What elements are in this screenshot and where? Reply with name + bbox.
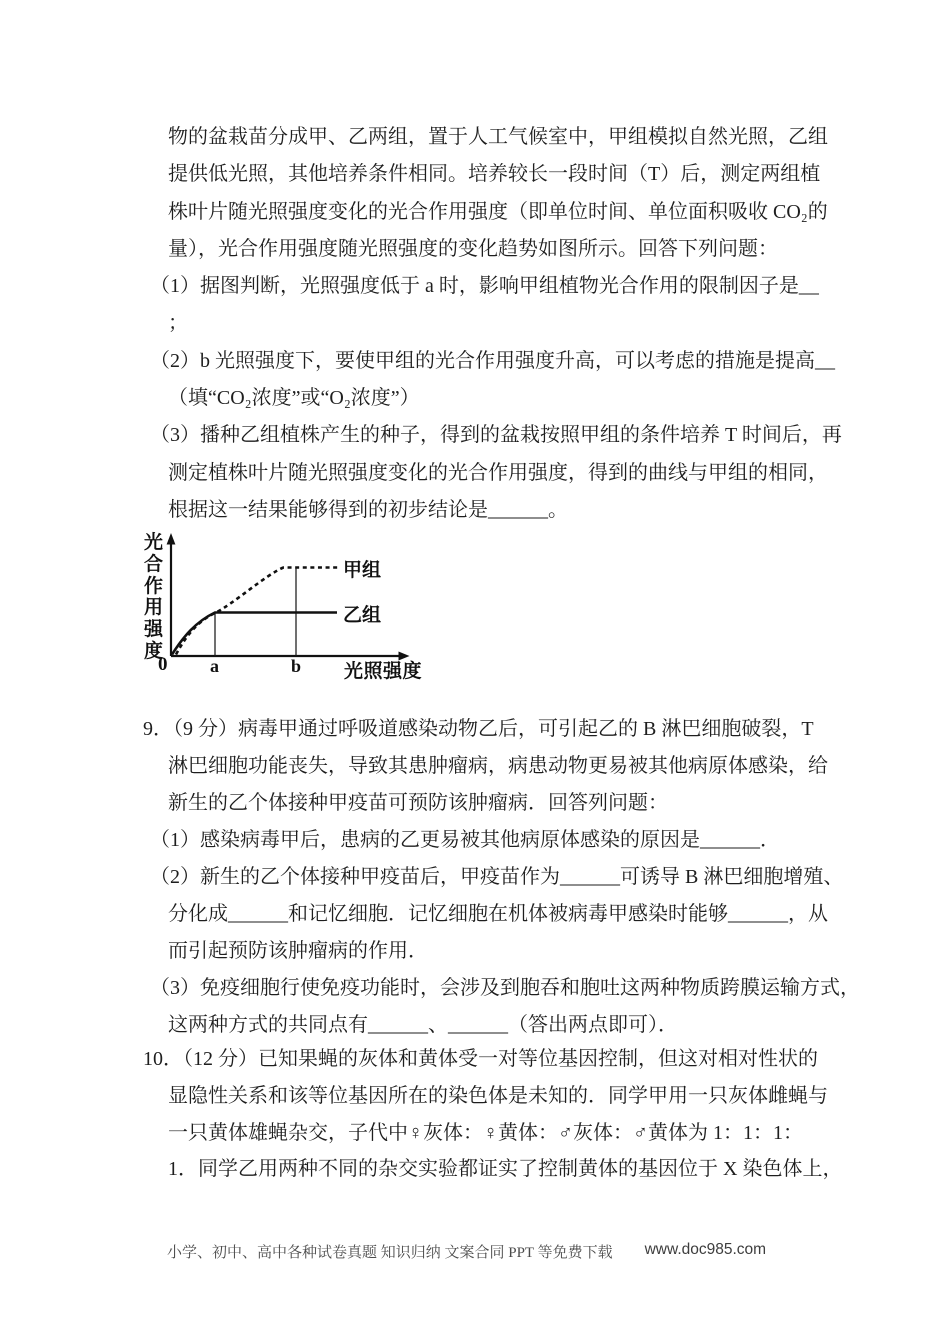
figure-tick-b: b xyxy=(291,656,302,676)
text-line: （填“CO₂浓度”或“O₂浓度”） xyxy=(168,387,420,410)
figure-series-yi-label: 乙组 xyxy=(343,605,382,626)
question-9 xyxy=(143,711,873,1044)
text-line: 新生的乙个体接种甲疫苗可预防该肿瘤病．回答列问题： xyxy=(168,792,668,814)
sub-question-3-line: （3）播种乙组植株产生的种子，得到的盆栽按照甲组的条件培养 T 时间后，再 xyxy=(150,424,842,447)
text-line: 物的盆栽苗分成甲、乙两组，置于人工气候室中，甲组模拟自然光照，乙组 xyxy=(168,126,828,148)
sub-question-1-line: （1）感染病毒甲后，患病的乙更易被其他病原体感染的原因是______． xyxy=(150,829,780,851)
sub-question-2-line: （2）b 光照强度下，要使甲组的光合作用强度升高，可以考虑的措施是提高__ xyxy=(150,349,835,372)
text-line: 测定植株叶片随光照强度变化的光合作用强度，得到的曲线与甲组的相同， xyxy=(168,461,828,484)
text-line: 根据这一结果能够得到的初步结论是______。 xyxy=(168,498,568,521)
figure-series-jia-label: 甲组 xyxy=(343,560,382,581)
figure-tick-a: a xyxy=(210,656,219,676)
figure-x-axis-label: 光照强度 xyxy=(344,661,423,682)
text-line: 1．同学乙用两种不同的杂交实验都证实了控制黄体的基因位于 X 染色体上， xyxy=(168,1158,843,1181)
question-10 xyxy=(143,1041,873,1188)
footer-site-url: www.doc985.com xyxy=(644,1241,767,1258)
text-line: ； xyxy=(168,312,188,335)
text-line: 淋巴细胞功能丧失，导致其患肿瘤病，病患动物更易被其他病原体感染，给 xyxy=(168,755,828,777)
figure-plot-area xyxy=(132,528,432,668)
text-line: 而引起预防该肿瘤病的作用． xyxy=(168,940,428,962)
sub-question-3-line: （3）免疫细胞行使免疫功能时，会涉及到胞吞和胞吐这两种物质跨膜运输方式， xyxy=(150,977,860,999)
figure-y-axis-label: 光合作用强度 xyxy=(143,532,163,662)
y-axis-arrow-icon xyxy=(167,533,176,545)
text-line: 这两种方式的共同点有______、______（答出两点即可）． xyxy=(168,1014,678,1036)
text-line: 提供低光照，其他培养条件相同。培养较长一段时间（T）后，测定两组植 xyxy=(168,163,821,186)
text-line: 分化成______和记忆细胞．记忆细胞在机体被病毒甲感染时能够______，从 xyxy=(168,903,828,925)
question-10-number-line: 10．（12 分）已知果蝇的灰体和黄体受一对等位基因控制，但这对相对性状的 xyxy=(143,1048,818,1070)
series-jia-curve xyxy=(176,568,340,655)
text-line: 一只黄体雄蝇杂交，子代中♀灰体：♀黄体：♂灰体：♂黄体为 1：1：1： xyxy=(168,1121,803,1144)
text-line: 株叶片随光照强度变化的光合作用强度（即单位时间、单位面积吸收 CO₂的 xyxy=(168,200,828,223)
series-yi-curve xyxy=(172,613,337,655)
question-9-number-line: 9．（9 分）病毒甲通过呼吸道感染动物乙后，可引起乙的 B 淋巴细胞破裂，T xyxy=(143,718,814,740)
text-line: 量），光合作用强度随光照强度的变化趋势如图所示。回答下列问题： xyxy=(168,237,778,260)
sub-question-1-line: （1）据图判断，光照强度低于 a 时，影响甲组植物光合作用的限制因子是__ xyxy=(150,275,819,298)
footer-site-description: 小学、初中、高中各种试卷真题 知识归纳 文案合同 PPT 等免费下载 xyxy=(167,1245,613,1261)
sub-question-2-line: （2）新生的乙个体接种甲疫苗后，甲疫苗作为______可诱导 B 淋巴细胞增殖、 xyxy=(150,866,844,888)
text-line: 显隐性关系和该等位基因所在的染色体是未知的．同学甲用一只灰体雌蝇与 xyxy=(168,1084,828,1107)
page-footer xyxy=(167,1241,766,1262)
question-8-continuation xyxy=(143,119,873,529)
figure-origin-label: 0 xyxy=(158,654,168,675)
